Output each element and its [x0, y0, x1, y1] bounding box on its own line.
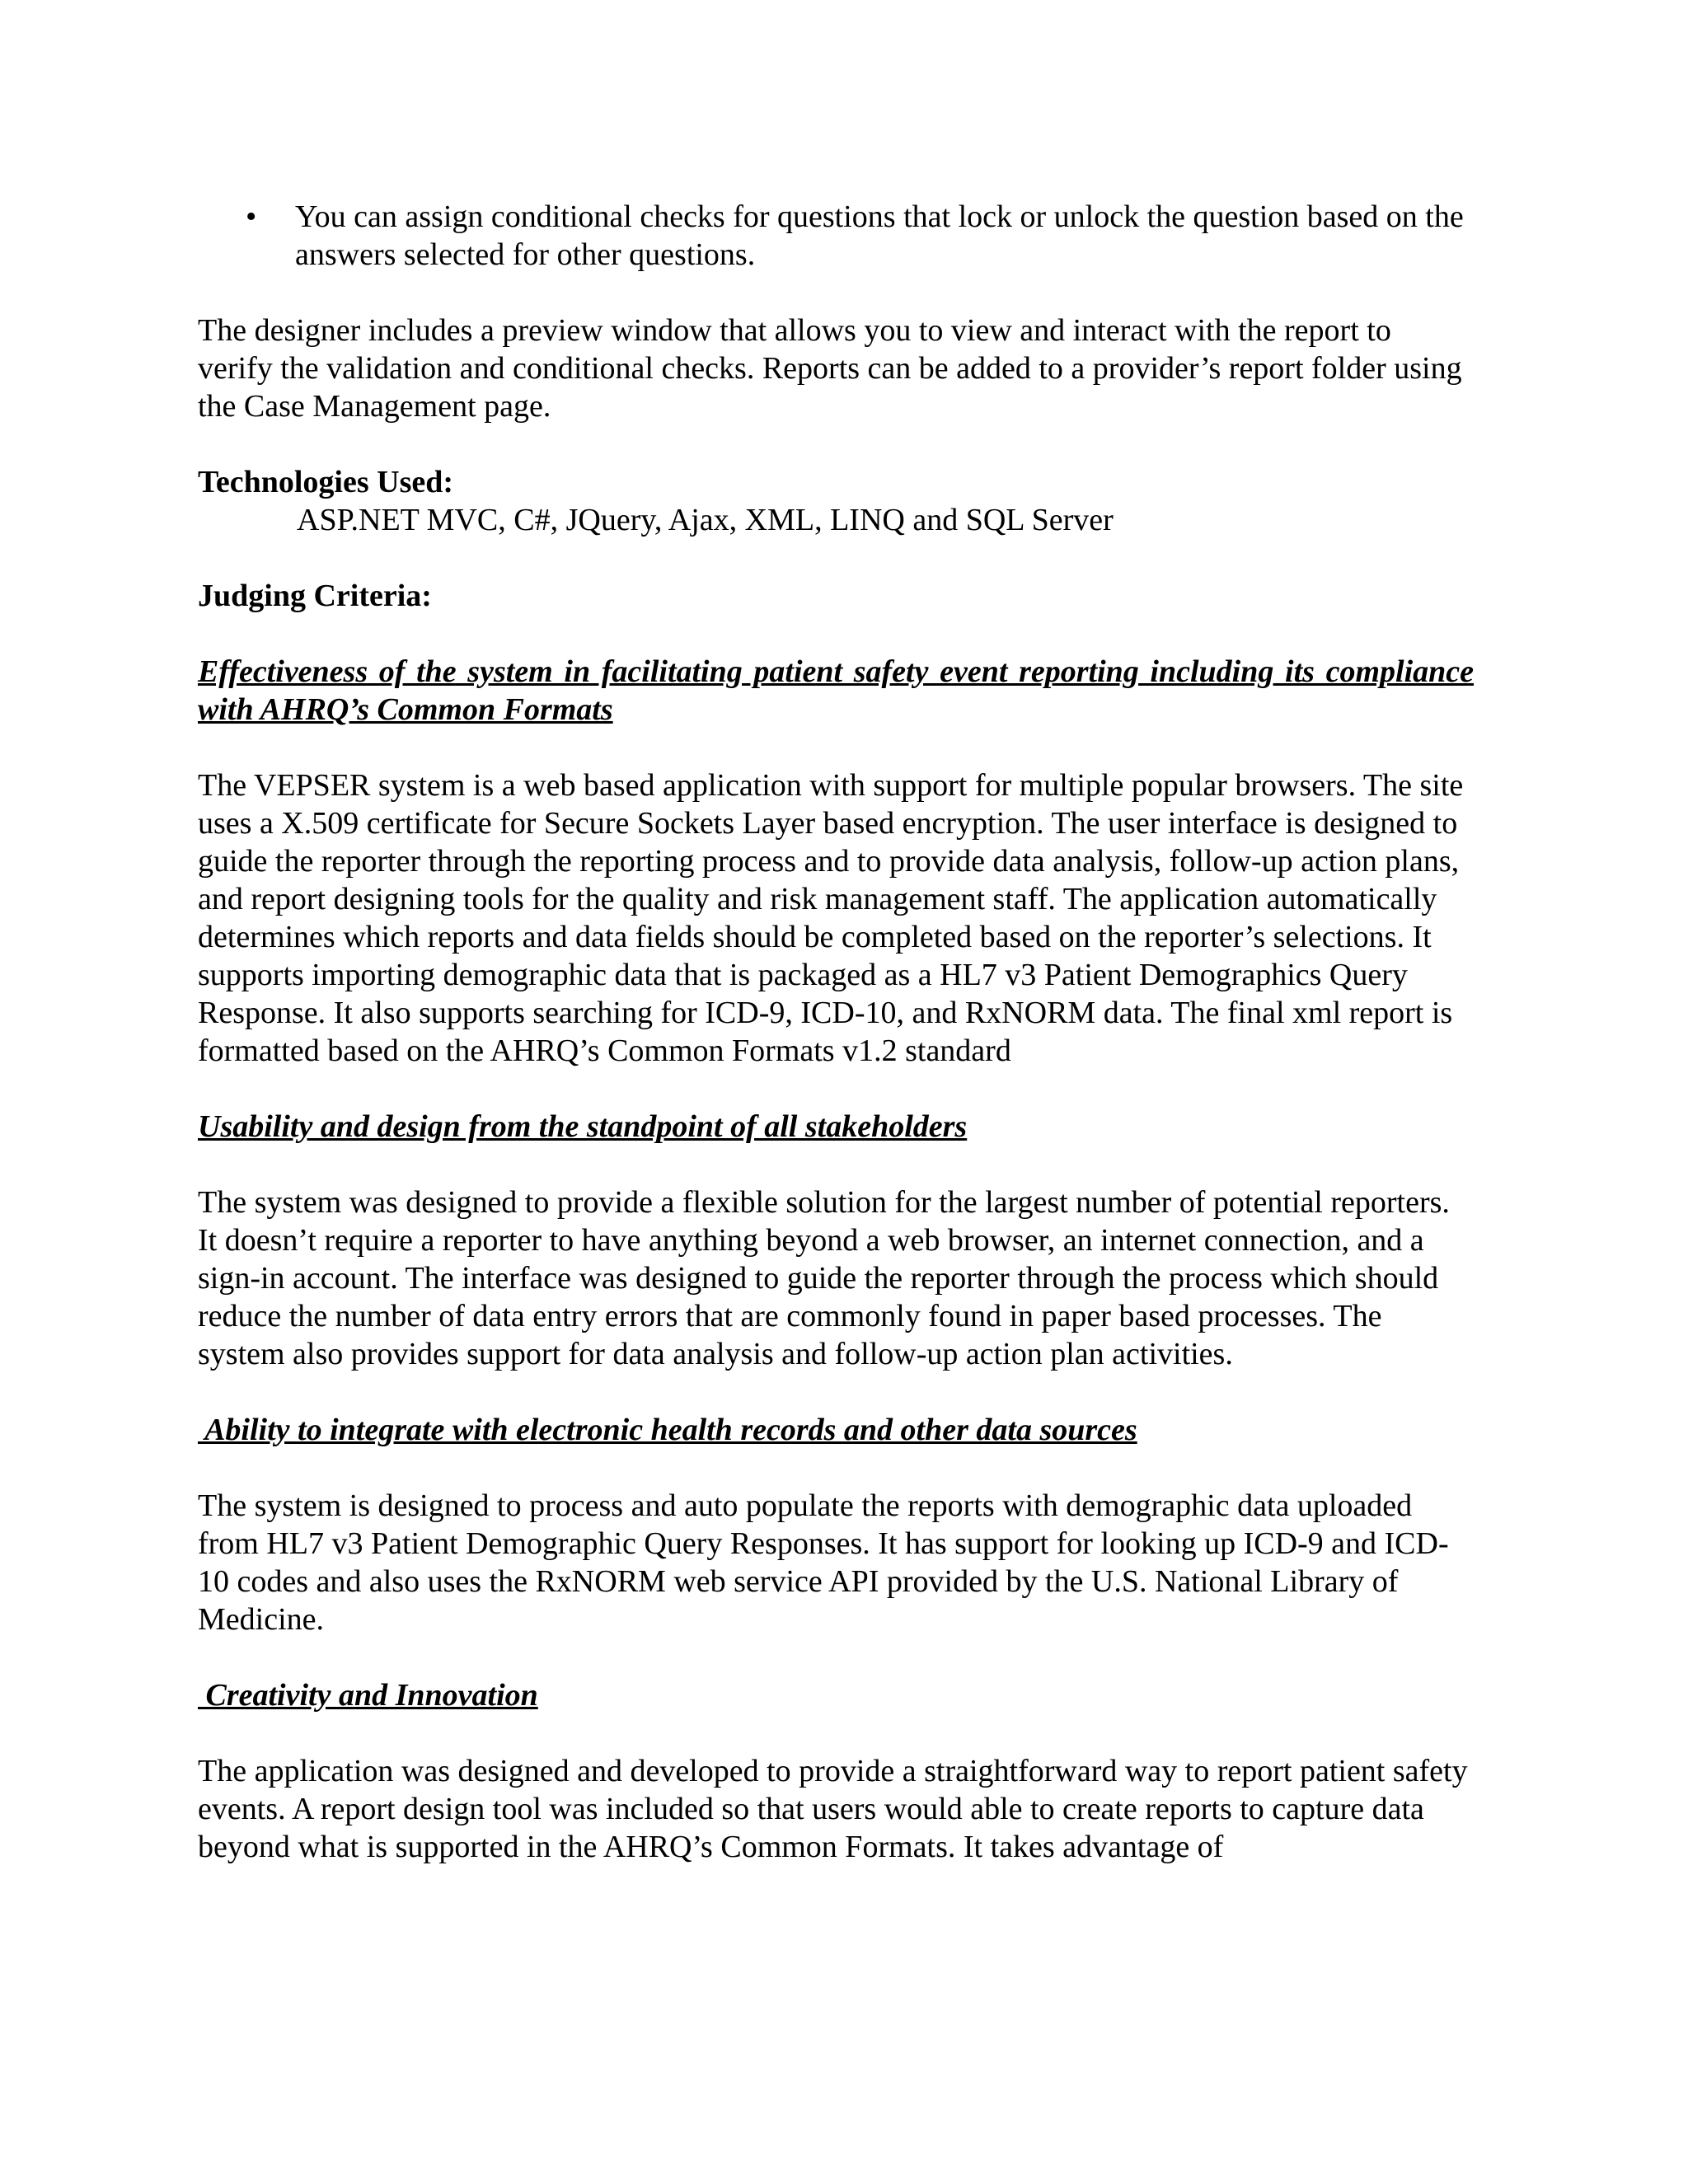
section-body-effectiveness: The VEPSER system is a web based application with support for multiple popular browsers. The site uses a X.509 certificate for Secure Sockets Layer based encryption. The user interface is designed to guide the reporter through the reporting process and to provide data analysis, follow-up action plans, and report designing tools for the quality and risk management staff. The application automatically determines which reports and data fields should be completed based on the reporter’s selections. It supports importing demographic data that is packaged as a HL7 v3 Patient Demographics Query Response. It also supports searching for ICD-9, ICD-10, and RxNORM data. The final xml report is formatted based on the AHRQ’s Common Formats v1.2 standard	[198, 768, 1464, 1068]
section-body-usability: The system was designed to provide a flexible solution for the largest number of potential reporters. It doesn’t require a reporter to have anything beyond a web browser, an internet connection, and a sign-in account. The interface was designed to guide the reporter through the process which should reduce the number of data entry errors that are commonly found in paper based processes. The system also provides support for data analysis and follow-up action plan activities.	[198, 1185, 1450, 1371]
bullet-list	[198, 198, 1474, 274]
list-item	[198, 198, 1474, 274]
document-page	[198, 198, 1474, 1904]
section-heading-creativity: Creativity and Innovation	[198, 1678, 538, 1713]
judging-criteria-heading: Judging Criteria:	[198, 579, 432, 613]
section-body-creativity: The application was designed and developed to provide a straightforward way to report patient safety events. A report design tool was included so that users would able to create reports to capture data beyond what is supported in the AHRQ’s Common Formats. It takes advantage of	[198, 1754, 1468, 1864]
technologies-heading: Technologies Used:	[198, 465, 454, 499]
section-heading-integration: Ability to integrate with electronic health records and other data sources	[198, 1413, 1137, 1447]
section-body-integration: The system is designed to process and auto populate the reports with demographic data uploaded from HL7 v3 Patient Demographic Query Responses. It has support for looking up ICD-9 and ICD-10 codes and also uses the RxNORM web service API provided by the U.S. National Library of Medicine.	[198, 1488, 1449, 1637]
designer-paragraph: The designer includes a preview window that allows you to view and interact with the report to verify the validation and conditional checks. Reports can be added to a provider’s report folder using the Case Management page.	[198, 313, 1462, 424]
section-heading-effectiveness: Effectiveness of the system in facilitating patient safety event reporting including its compliance with AHRQ’s Common Formats	[198, 654, 1474, 727]
technologies-text: ASP.NET MVC, C#, JQuery, Ajax, XML, LINQ and SQL Server	[297, 503, 1114, 537]
section-heading-usability: Usability and design from the standpoint of all stakeholders	[198, 1109, 968, 1144]
bullet-text: You can assign conditional checks for questions that lock or unlock the question based on the answers selected for other questions.	[295, 199, 1464, 272]
bullet-icon: •	[246, 199, 257, 234]
